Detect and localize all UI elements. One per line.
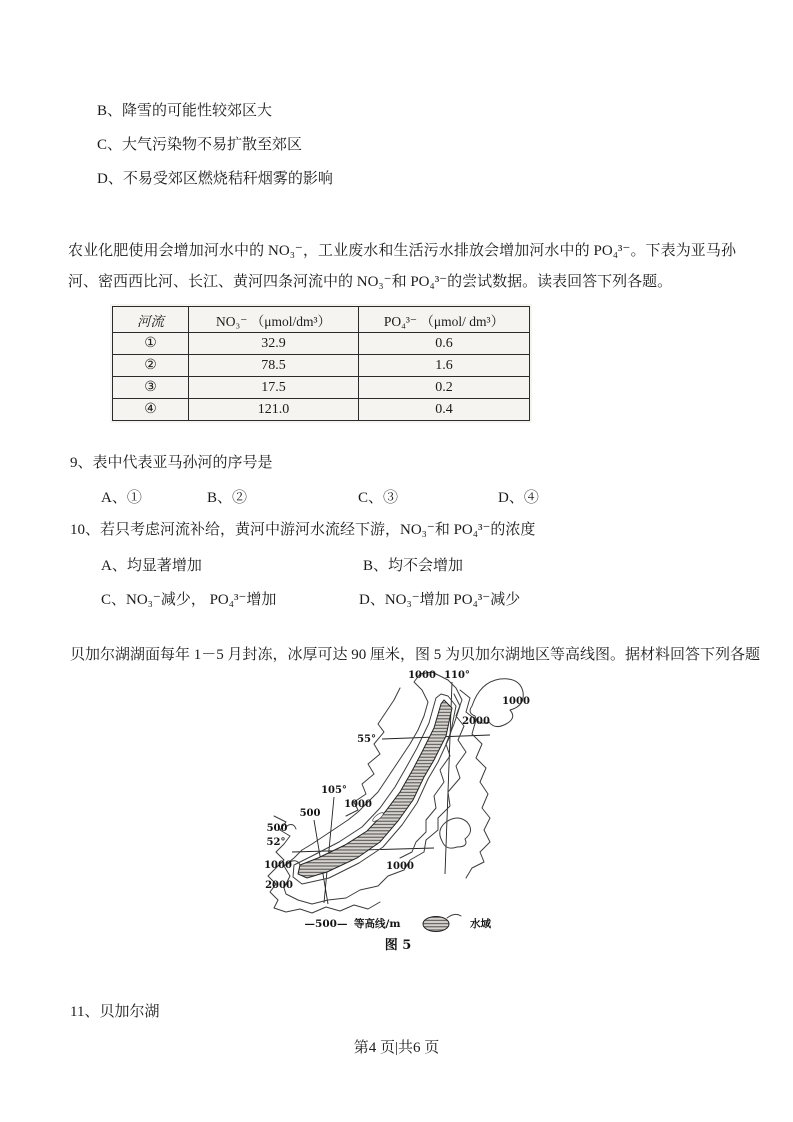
- map-label-elev-south: 1000: [386, 861, 414, 872]
- map-label-elev-east: 2000: [462, 716, 490, 727]
- table-row: [113, 377, 530, 399]
- table-cell: 0.6: [359, 333, 530, 355]
- q10-option-d: D、NO₃⁻增加 PO₄³⁻减少: [359, 592, 521, 608]
- map-label-elev-ne: 1000: [502, 696, 530, 707]
- legend-water-tail: [447, 914, 461, 918]
- legend-contour-sample: —500—: [304, 918, 348, 930]
- lake-shore-contour: [293, 694, 456, 884]
- contour-se-loop: [440, 818, 471, 848]
- map-label-elev-top: 1000: [408, 670, 436, 681]
- q9-option-c: C、③: [358, 490, 399, 506]
- question-9-stem: 9、表中代表亚马孙河的序号是: [70, 455, 273, 471]
- table-row: [113, 399, 530, 421]
- table-header-row: [113, 307, 530, 333]
- baikal-contour-map-figure: [250, 666, 550, 964]
- option-line-b: B、降雪的可能性较郊区大: [97, 103, 273, 119]
- table-cell: 0.4: [359, 399, 530, 421]
- option-line-c: C、大气污染物不易扩散至郊区: [97, 137, 303, 153]
- rivers-intro-paragraph: 农业化肥使用会增加河水中的 NO₃⁻，工业废水和生活污水排放会增加河水中的 PO₄³⁻。下表为亚马孙河、密西西比河、长江、黄河四条河流中的 NO₃⁻和 PO₄³⁻的尝试数据。读表回答下列各题。: [68, 243, 736, 290]
- q9-option-b: B、②: [207, 490, 248, 506]
- map-label-lat-52: 52°: [266, 837, 286, 848]
- legend-water-label: 水域: [470, 918, 491, 930]
- q10-option-c: C、NO₃⁻减少， PO₄³⁻增加: [101, 592, 277, 608]
- table-header-po4: PO₄³⁻ （μmol/ dm³）: [359, 307, 530, 333]
- table-row: [113, 333, 530, 355]
- river-data-table: [112, 306, 530, 421]
- contour-map-svg: [250, 666, 550, 964]
- map-label-elev-west-1000: 1000: [264, 860, 292, 871]
- table-header-river: 河流: [113, 307, 189, 333]
- table-cell: 121.0: [189, 399, 359, 421]
- baikal-intro: 贝加尔湖湖面每年 1－5 月封冻，冰厚可达 90 厘米，图 5 为贝加尔湖地区等高线图。据材料回答下列各题: [70, 647, 761, 663]
- table-cell: ③: [113, 377, 189, 399]
- table-header-no3: NO₃⁻ （μmol/dm³）: [189, 307, 359, 333]
- q10-option-b: B、均不会增加: [363, 558, 464, 574]
- map-label-elev-west-500: 500: [266, 823, 288, 834]
- q9-option-a: A、①: [101, 490, 142, 506]
- option-line-d: D、不易受郊区燃烧秸秆烟雾的影响: [97, 171, 333, 187]
- map-label-lon-110: 110°: [444, 670, 470, 681]
- table-cell: 32.9: [189, 333, 359, 355]
- map-label-lat-55: 55°: [357, 734, 376, 745]
- table-cell: ①: [113, 333, 189, 355]
- table-cell: 0.2: [359, 377, 530, 399]
- q9-option-d: D、④: [498, 490, 539, 506]
- map-label-elev-west-2000: 2000: [265, 880, 293, 891]
- table-cell: 17.5: [189, 377, 359, 399]
- map-label-elev-midwest: 1000: [344, 799, 372, 810]
- figure-caption: 图 5: [384, 938, 412, 953]
- question-10-stem: 10、若只考虑河流补给，黄河中游河水流经下游，NO₃⁻和 PO₄³⁻的浓度: [70, 522, 536, 538]
- table-cell: ④: [113, 399, 189, 421]
- page-footer: 第4 页|共6 页: [353, 1040, 440, 1056]
- table-cell: 1.6: [359, 355, 530, 377]
- table-cell: 78.5: [189, 355, 359, 377]
- table-cell: ②: [113, 355, 189, 377]
- question-11-stem: 11、贝加尔湖: [70, 1004, 160, 1020]
- legend-contour-label: 等高线/m: [354, 918, 401, 930]
- table-row: [113, 355, 530, 377]
- map-label-elev-500-leader: 500: [299, 808, 321, 819]
- q10-option-a: A、均显著增加: [101, 558, 202, 574]
- table-scan-area: [110, 304, 532, 423]
- map-label-lon-105: 105°: [321, 785, 347, 796]
- legend-water-swatch: [423, 917, 449, 932]
